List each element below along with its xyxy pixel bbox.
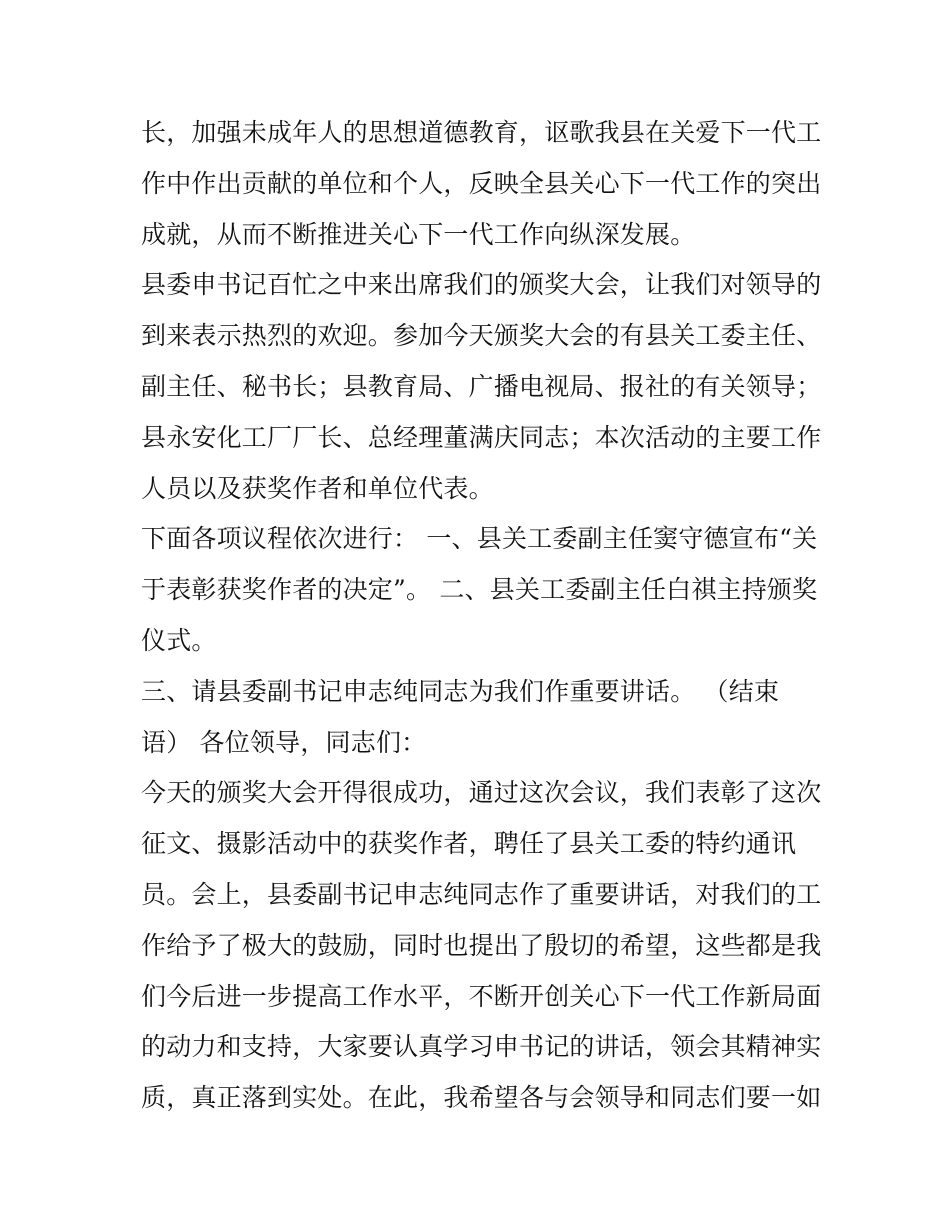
text-line: 的动力和支持，大家要认真学习申书记的讲话，领会其精神实 bbox=[141, 1032, 822, 1062]
text-line: 今天的颁奖大会开得很成功，通过这次会议，我们表彰了这次 bbox=[141, 778, 822, 808]
text-line: 质，真正落到实处。在此，我希望各与会领导和同志们要一如 bbox=[141, 1083, 822, 1113]
text-line: 三、请县委副书记申志纯同志为我们作重要讲话。 （结束 bbox=[141, 676, 780, 706]
text-line: 们今后进一步提高工作水平，不断开创关心下一代工作新局面 bbox=[141, 981, 822, 1011]
text-line: 员。会上，县委副书记申志纯同志作了重要讲话，对我们的工 bbox=[141, 879, 822, 909]
text-line: 仪式。 bbox=[141, 625, 217, 655]
text-line: 到来表示热烈的欢迎。参加今天颁奖大会的有县关工委主任、 bbox=[141, 321, 822, 351]
text-line: 作中作出贡献的单位和个人，反映全县关心下一代工作的突出 bbox=[141, 168, 822, 198]
text-line: 人员以及获奖作者和单位代表。 bbox=[141, 473, 494, 503]
text-line: 征文、摄影活动中的获奖作者，聘任了县关工委的特约通讯 bbox=[141, 829, 797, 859]
text-line: 作给予了极大的鼓励，同时也提出了殷切的希望，这些都是我 bbox=[141, 930, 822, 960]
text-line: 长，加强未成年人的思想道德教育，讴歌我县在关爱下一代工 bbox=[141, 118, 822, 147]
text-line: 下面各项议程依次进行： 一、县关工委副主任窦守德宣布“关 bbox=[141, 524, 818, 554]
text-line: 县委申书记百忙之中来出席我们的颁奖大会，让我们对领导的 bbox=[141, 270, 822, 300]
text-line: 县永安化工厂厂长、总经理董满庆同志；本次活动的主要工作 bbox=[141, 422, 822, 452]
text-line: 于表彰获奖作者的决定”。 二、县关工委副主任白祺主持颁奖 bbox=[141, 575, 818, 605]
text-line: 语） 各位领导，同志们： bbox=[141, 727, 427, 757]
text-line: 成就，从而不断推进关心下一代工作向纵深发展。 bbox=[141, 219, 696, 249]
document-body bbox=[141, 108, 821, 1124]
text-line: 副主任、秘书长；县教育局、广播电视局、报社的有关领导； bbox=[141, 371, 822, 401]
